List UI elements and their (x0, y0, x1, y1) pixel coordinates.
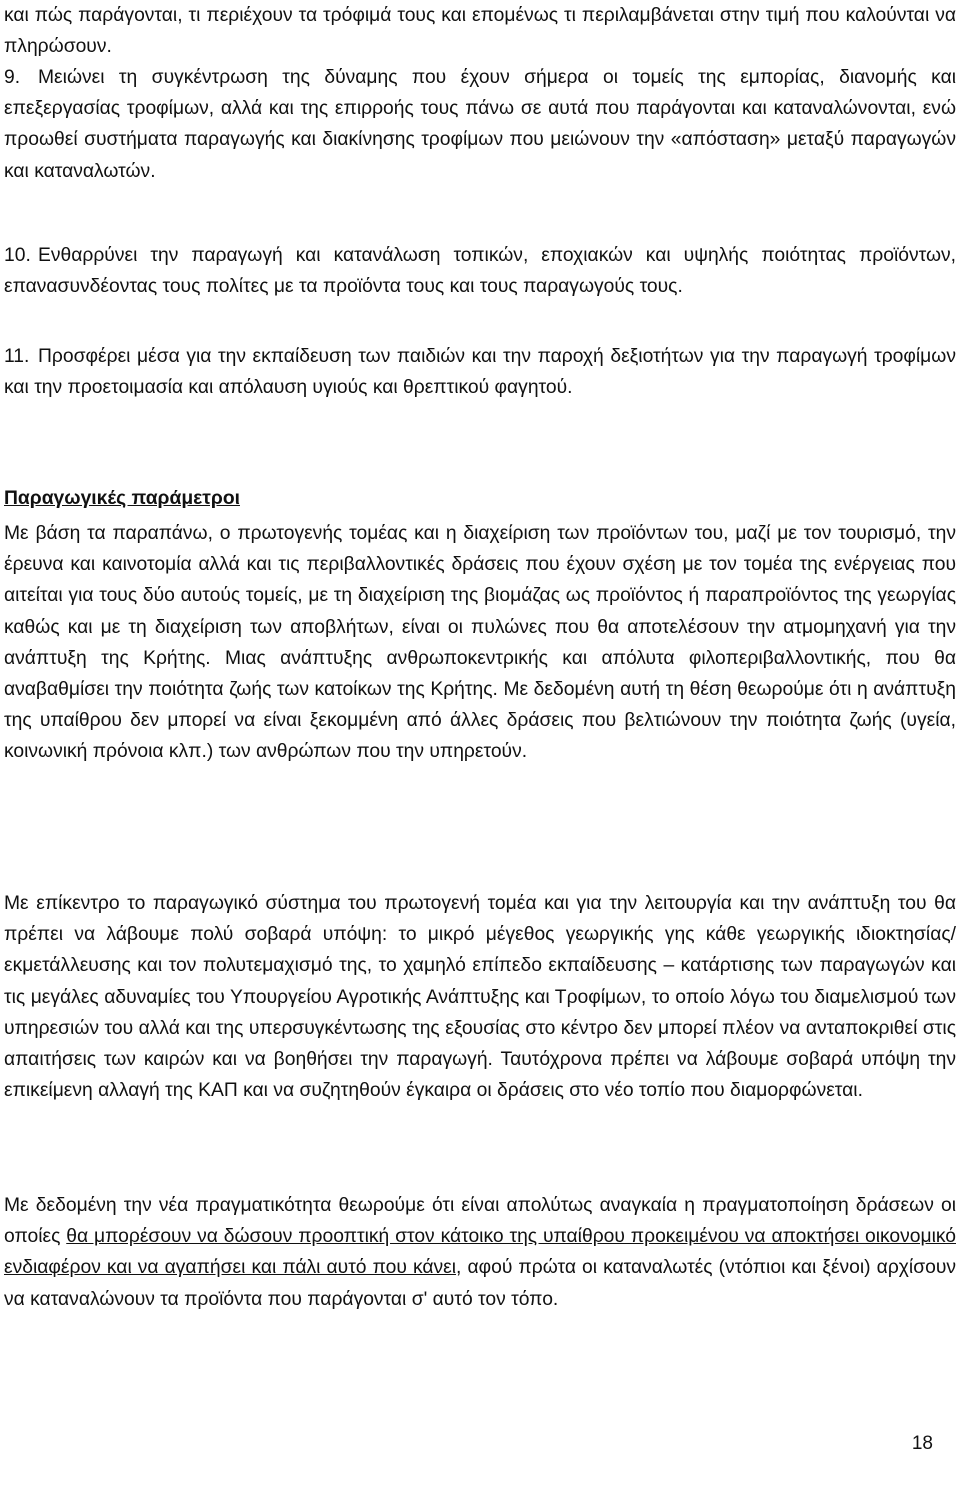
paragraph-3-underlined-text: θα μπορέσουν να δώσουν προοπτική στον κάτοικο της υπαίθρου προκειμένου να αποκτήσει οικονομικό ενδιαφέρον και να αγαπήσει και πάλι αυτό που κάνει (4, 1226, 956, 1279)
list-item-text: Ενθαρρύνει την παραγωγή και κατανάλωση τοπικών, εποχιακών και υψηλής ποιότητας προϊόντων, επανασυνδέοντας τους πολίτες με τα προϊόντα τους και τους παραγωγούς τους. (4, 245, 956, 298)
section-paragraph-3 (4, 1190, 956, 1315)
list-item (4, 341, 956, 403)
section-paragraph-1: Με βάση τα παραπάνω, ο πρωτογενής τομέας και η διαχείριση των προϊόντων του, μαζί με τον τουρισμό, την έρευνα και καινοτομία αλλά και τις περιβαλλοντικές δράσεις που έχουν σχέση με τον τομέα της ενέργειας που αιτείται για τους δύο αυτούς τομείς, με τη διαχείριση της βιομάζας ως προϊόντος ή παραπροϊόντος της γεωργίας καθώς και με τη διαχείριση των αποβλήτων, είναι οι πυλώνες που θα αποτελέσουν την ατμομηχανή για την ανάπτυξη της Κρήτης. Μιας ανάπτυξης ανθρωποκεντρικής και απόλυτα φιλοπεριβαλλοντικής, που θα αναβαθμίσει την ποιότητα ζωής των κατοίκων της Κρήτης. Με δεδομένη αυτή τη θέση θεωρούμε ότι η ανάπτυξη της υπαίθρου δεν μπορεί να είναι ξεκομμένη από άλλες δράσεις που βελτιώνουν την ποιότητα ζωής (υγεία, κοινωνική πρόνοια κλπ.) των ανθρώπων που την υπηρετούν. (4, 523, 956, 763)
list-item-number: 9. (4, 67, 21, 88)
section-paragraph-2: Με επίκεντρο το παραγωγικό σύστημα του πρωτογενή τομέα και για την λειτουργία και την ανάπτυξη του θα πρέπει να λάβουμε πολύ σοβαρά υπόψη: το μικρό μέγεθος γεωργικής γης κάθε γεωργικής ιδιοκτησίας/ εκμετάλλευσης και τον πολυτεμαχισμό της, το χαμηλό επίπεδο εκπαίδευσης – κατάρτισης των παραγωγών και τις μεγάλες αδυναμίες του Υπουργείου Αγροτικής Ανάπτυξης και Τροφίμων, το οποίο λόγω του διαμελισμού των υπηρεσιών του αλλά και της υπερσυγκέντωσης της εξουσίας στο κέντρο δεν μπορεί πλέον να ανταποκριθεί στις απαιτήσεις των καιρών και να βοηθήσει την παραγωγή. Ταυτόχρονα πρέπει να λάβουμε σοβαρά υπόψη την επικείμενη αλλαγή της ΚΑΠ και να συζητηθούν έγκαιρα οι δράσεις στο νέο τοπίο που διαμορφώνεται. (4, 893, 956, 1102)
list-item-number: 10. (4, 245, 31, 266)
paragraph-3-text-after: , αφού πρώτα οι καταναλωτές (ντόπιοι και ξένοι) αρχίσουν να καταναλώνουν τα προϊόντα που παράγονται σ' αυτό τον τόπο. (4, 1257, 956, 1310)
continuation-paragraph: και πώς παράγονται, τι περιέχουν τα τρόφιμά τους και επομένως τι περιλαμβάνεται στην τιμή που καλούνται να πληρώσουν. (4, 5, 956, 58)
paragraph-3-text-before: Με δεδομένη την νέα πραγματικότητα θεωρούμε ότι είναι απολύτως αναγκαία η πραγματοποίηση δράσεων οι οποίες (4, 1195, 956, 1248)
list-item-text: Μειώνει τη συγκέντρωση της δύναμης που έχουν σήμερα οι τομείς της εμπορίας, διανομής και επεξεργασίας τροφίμων, αλλά και της επιρροής τους πάνω σε αυτά που παράγονται και καταναλώνονται, ενώ προωθεί συστήματα παραγωγής και διακίνησης τροφίμων που μειώνουν την «απόσταση» μεταξύ παραγωγών και καταναλωτών. (4, 67, 956, 182)
list-item (4, 62, 956, 187)
page-number: 18 (911, 1433, 933, 1454)
section-heading: Παραγωγικές παράμετροι (4, 488, 240, 509)
list-item-number: 11. (4, 346, 30, 367)
list-item-text: Προσφέρει μέσα για την εκπαίδευση των παιδιών και την παροχή δεξιοτήτων για την παραγωγή τροφίμων και την προετοιμασία και απόλαυση υγιούς και θρεπτικού φαγητού. (4, 346, 956, 399)
list-item (4, 240, 956, 302)
